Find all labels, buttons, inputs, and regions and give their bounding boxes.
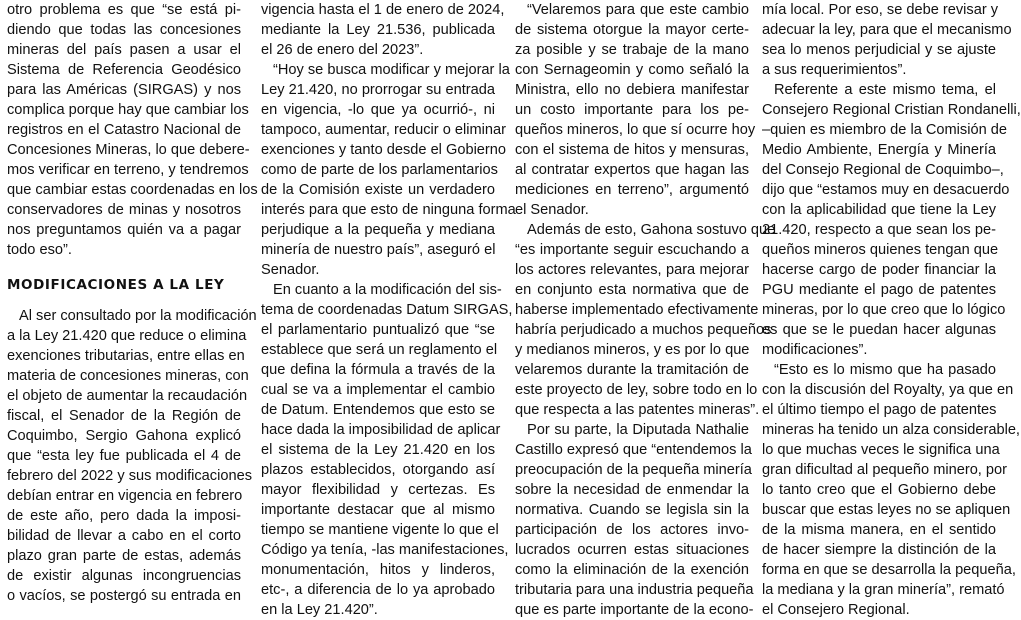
- text-line: Coquimbo, Sergio Gahona explicó: [7, 428, 241, 444]
- text-line: preocupación de la pequeña minería: [515, 462, 752, 478]
- text-line: de hacer siempre la distinción de la: [762, 542, 996, 558]
- text-line: que “esta ley fue publicada el 4 de: [7, 448, 241, 464]
- text-line: Concesiones Mineras, lo que debere-: [7, 142, 250, 158]
- text-line: “Velaremos para que este cambio: [527, 2, 749, 18]
- text-line: todo eso”.: [7, 242, 72, 258]
- text-line: plazos establecidos, otorgando así: [261, 462, 495, 478]
- text-line: al contratar expertos que hagan las: [515, 162, 749, 178]
- article-column-4: [762, 0, 1021, 620]
- text-line: tributaria para una industria pequeña: [515, 582, 754, 598]
- text-line: normativa. Cuando se legisla sin la: [515, 502, 749, 518]
- text-line: la mediana y la gran minería”, remató: [762, 582, 1005, 598]
- text-line: en conjunto esta normativa que de: [515, 282, 749, 298]
- text-line: mediante la Ley 21.536, publicada: [261, 22, 495, 38]
- text-line: velaremos durante la tramitación de: [515, 362, 749, 378]
- text-line: hacerse cargo de poder financiar la: [762, 262, 996, 278]
- text-line: como la eliminación de la exención: [515, 562, 749, 578]
- text-line: PGU mediante el pago de patentes: [762, 282, 996, 298]
- text-line: mineras, por lo que creo que lo lógico: [762, 302, 1006, 318]
- text-line: de Datum. Entendemos que esto se: [261, 402, 495, 418]
- text-line: minería de nuestro país”, aseguró el: [261, 242, 496, 258]
- text-line: Consejero Regional Cristian Rondanelli,: [762, 102, 1021, 118]
- text-line: perjudique a la pequeña y mediana: [261, 222, 495, 238]
- text-line: de existir algunas incongruencias: [7, 568, 241, 584]
- text-line: fiscal, el Senador de la Región de: [7, 408, 241, 424]
- text-line: debían entrar en vigencia en febrero: [7, 488, 243, 504]
- text-line: mineras ha tenido un alza considerable,: [762, 422, 1020, 438]
- text-line: sea lo menos perjudicial y se ajuste: [762, 42, 996, 58]
- text-line: forma en que se desarrolla la pequeña,: [762, 562, 1016, 578]
- text-line: Medio Ambiente, Energía y Minería: [762, 142, 996, 158]
- text-line: febrero del 2022 y sus modificaciones: [7, 468, 252, 484]
- text-line: que defina la fórmula a través de la: [261, 362, 495, 378]
- text-line: en la Ley 21.420”.: [261, 602, 378, 618]
- text-line: complica porque hay que cambiar los: [7, 102, 249, 118]
- text-line: habría perjudicado a muchos pequeños: [515, 322, 772, 338]
- text-line: tema de coordenadas Datum SIRGAS,: [261, 302, 513, 318]
- text-line: lo que muchas veces le significa una: [762, 442, 1000, 458]
- text-line: con Sernageomin y como señaló la: [515, 62, 749, 78]
- article-column-3: [515, 0, 776, 620]
- text-line: tampoco, aumentar, reducir o eliminar: [261, 122, 506, 138]
- text-line: es que se le puedan hacer algunas: [762, 322, 996, 338]
- text-line: mineras del país pasen a usar el: [7, 42, 241, 58]
- text-line: el 26 de enero del 2023”.: [261, 42, 424, 58]
- text-line: Ministra, ello no debiera manifestar: [515, 82, 749, 98]
- text-line: para las Américas (SIRGAS) y nos: [7, 82, 241, 98]
- text-line: el Senador.: [515, 202, 589, 218]
- text-line: importante destacar que al mismo: [261, 502, 495, 518]
- text-line: y medianos mineros, y es por lo que: [515, 342, 750, 358]
- text-line: exenciones y tanto desde el Gobierno: [261, 142, 507, 158]
- text-line: diendo que todas las concesiones: [7, 22, 241, 38]
- text-line: Además de esto, Gahona sostuvo que: [527, 222, 776, 238]
- text-line: za posible y se trabaje de la mano: [515, 42, 749, 58]
- section-heading: MODIFICACIONES A LA LEY: [7, 277, 225, 293]
- text-line: nos preguntamos quién va a pagar: [7, 222, 241, 238]
- text-line: de la Comisión existe un verdadero: [261, 182, 495, 198]
- article-column-1: [7, 0, 258, 606]
- text-line: vigencia hasta el 1 de enero de 2024,: [261, 2, 505, 18]
- text-line: modificaciones”.: [762, 342, 868, 358]
- text-line: Ley 21.420, no prorrogar su entrada: [261, 82, 495, 98]
- text-line: establece que será un reglamento el: [261, 342, 498, 358]
- text-line: sobre la necesidad de enmendar la: [515, 482, 749, 498]
- text-line: registros en el Catastro Nacional de: [7, 122, 241, 138]
- text-line: los actores relevantes, para mejorar: [515, 262, 749, 278]
- text-line: el último tiempo el pago de patentes: [762, 402, 997, 418]
- text-line: –quien es miembro de la Comisión de: [762, 122, 1007, 138]
- text-line: que cambiar estas coordenadas en los: [7, 182, 258, 198]
- text-line: En cuanto a la modificación del sis-: [273, 282, 502, 298]
- text-line: bilidad de llevar a cabo en el corto: [7, 528, 241, 544]
- text-line: Por su parte, la Diputada Nathalie: [527, 422, 749, 438]
- text-line: mayor flexibilidad y certezas. Es: [261, 482, 495, 498]
- text-line: con la aplicabilidad que tiene la Ley: [762, 202, 996, 218]
- text-line: haberse implementado efectivamente: [515, 302, 759, 318]
- text-line: gran dificultad al pequeño minero, por: [762, 462, 1008, 478]
- text-line: mía local. Por eso, se debe revisar y: [762, 2, 999, 18]
- text-line: queños mineros, lo que sí ocurre hoy: [515, 122, 756, 138]
- text-line: mediciones en terreno”, argumentó: [515, 182, 749, 198]
- text-line: exenciones tributarias, entre ellas en: [7, 348, 245, 364]
- text-line: lo tanto creo que el Gobierno debe: [762, 482, 996, 498]
- text-line: el objeto de aumentar la recaudación: [7, 388, 248, 404]
- text-line: Referente a este mismo tema, el: [774, 82, 996, 98]
- text-line: cual se va a implementar el cambio: [261, 382, 495, 398]
- text-line: buscar que estas leyes no se apliquen: [762, 502, 1011, 518]
- text-line: un costo importante para los pe-: [515, 102, 749, 118]
- text-line: el Consejero Regional.: [762, 602, 910, 618]
- text-line: monumentación, hitos y linderos,: [261, 562, 495, 578]
- text-line: dijo que “estamos muy en desacuerdo: [762, 182, 1010, 198]
- text-line: Al ser consultado por la modificación: [19, 308, 257, 324]
- text-line: en vigencia, -lo que ya ocurrió-, ni: [261, 102, 495, 118]
- text-line: queños mineros quienes tengan que: [762, 242, 999, 258]
- text-line: Sistema de Referencia Geodésico: [7, 62, 241, 78]
- text-line: que respecta a las patentes mineras”.: [515, 402, 760, 418]
- text-line: “es importante seguir escuchando a: [515, 242, 749, 258]
- text-line: plazo gran parte de estas, además: [7, 548, 241, 564]
- text-line: el parlamentario puntualizó que “se: [261, 322, 495, 338]
- text-line: Código ya tenía, -las manifestaciones,: [261, 542, 509, 558]
- article-column-2: [261, 0, 516, 620]
- text-line: “Esto es lo mismo que ha pasado: [774, 362, 996, 378]
- text-line: de sistema otorgue la mayor certe-: [515, 22, 749, 38]
- text-line: 21.420, respecto a que sean los pe-: [762, 222, 996, 238]
- text-line: de la misma manera, en el sentido: [762, 522, 996, 538]
- text-line: el sistema de la Ley 21.420 en los: [261, 442, 495, 458]
- text-line: tiempo se mantiene vigente lo que el: [261, 522, 499, 538]
- text-line: a sus requerimientos”.: [762, 62, 907, 78]
- text-line: o vacíos, se postergó su entrada en: [7, 588, 241, 604]
- text-line: “Hoy se busca modificar y mejorar la: [273, 62, 510, 78]
- text-line: otro problema es que “se está pi-: [7, 2, 241, 18]
- text-line: mos verificar en terreno, y tendremos: [7, 162, 249, 178]
- text-line: con la discusión del Royalty, ya que en: [762, 382, 1014, 398]
- text-line: Castillo expresó que “entendemos la: [515, 442, 752, 458]
- text-line: que es parte importante de la econo-: [515, 602, 754, 618]
- text-line: como de parte de los parlamentarios: [261, 162, 498, 178]
- text-line: del Consejo Regional de Coquimbo–,: [762, 162, 1004, 178]
- text-line: adecuar la ley, para que el mecanismo: [762, 22, 1012, 38]
- text-line: a la Ley 21.420 que reduce o elimina: [7, 328, 247, 344]
- text-line: materia de concesiones mineras, con: [7, 368, 249, 384]
- text-line: conservadores de minas y nosotros: [7, 202, 241, 218]
- text-line: Senador.: [261, 262, 320, 278]
- text-line: con el sistema de hitos y mensuras,: [515, 142, 749, 158]
- text-line: participación de los actores invo-: [515, 522, 749, 538]
- text-line: este proyecto de ley, sobre todo en lo: [515, 382, 758, 398]
- text-line: etc-, a diferencia de lo ya aprobado: [261, 582, 495, 598]
- text-line: interés para que esto de ninguna forma: [261, 202, 516, 218]
- text-line: de este año, pero dada la imposi-: [7, 508, 241, 524]
- text-line: lucrados ocurren estas situaciones: [515, 542, 749, 558]
- text-line: hace dada la imposibilidad de aplicar: [261, 422, 501, 438]
